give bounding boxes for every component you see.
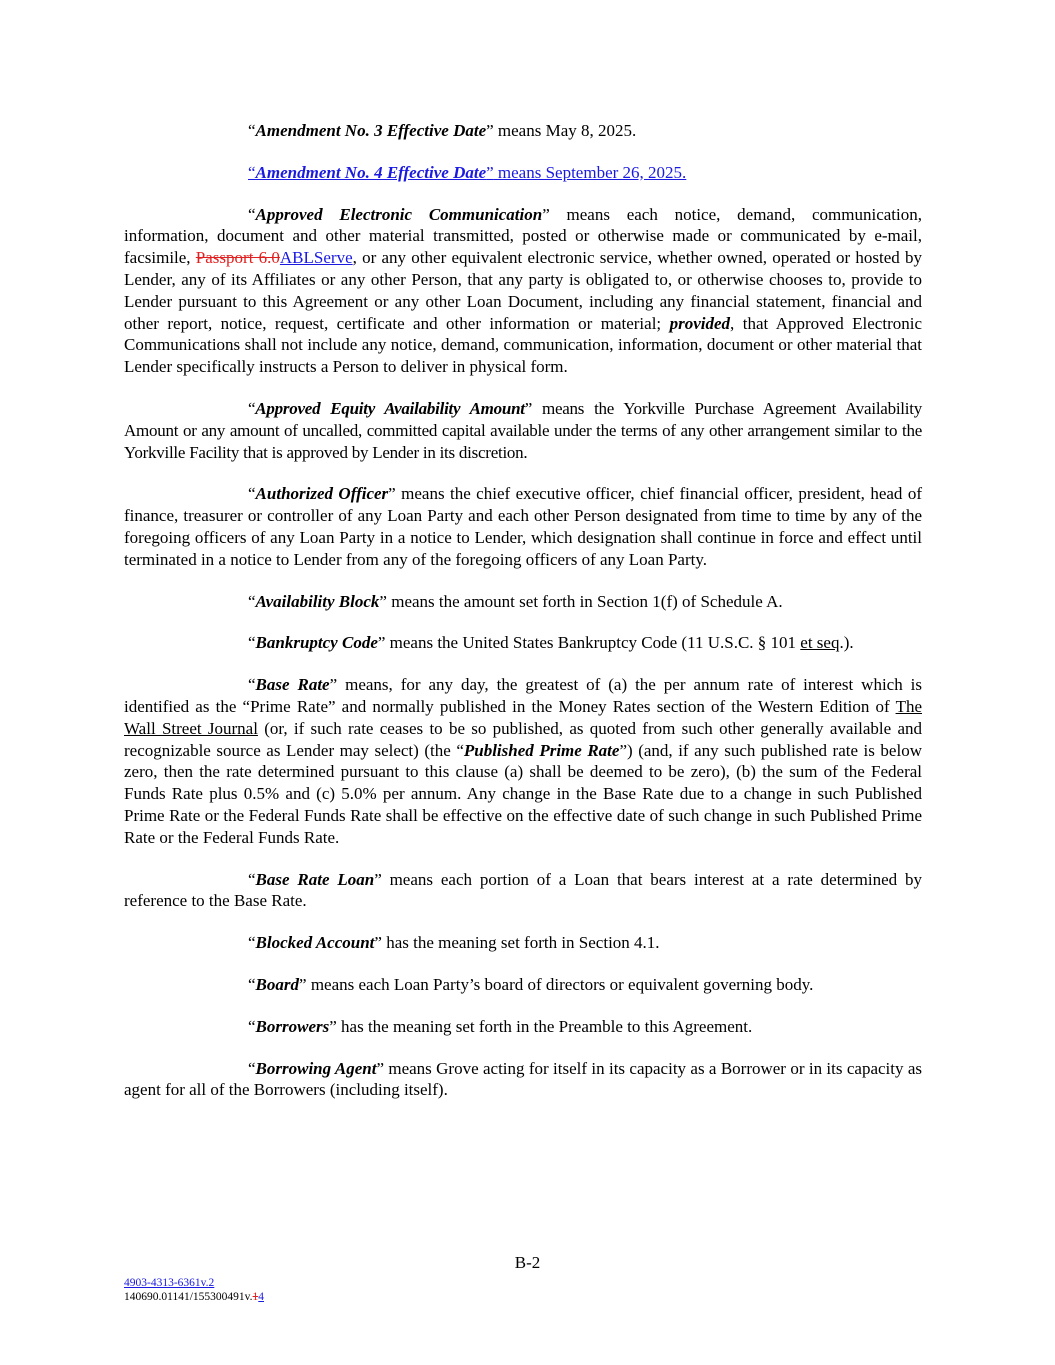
definition-approved-electronic-communication: “Approved Electronic Communication” means each notice, demand, communication, information, document and other material transmitted, posted or otherwise made or communicated by e-mail, facsimile, Passport 6.0ABLServe, or any other equivalent electronic service, whether owned, operated or hosted by Lender, any of its Affiliates or any other Person, that any party is obligated to, or otherwise chooses to, provide to Lender pursuant to this Agreement or any other Loan Document, including any financial statement, financial and other report, notice, request, certificate and other information or material; provided, that Approved Electronic Communications shall not include any notice, demand, communication, information, document or other material that Lender specifically instructs a Person to deliver in physical form. bbox=[124, 204, 923, 377]
defined-term: Borrowers bbox=[255, 1016, 330, 1036]
deleted-text: 1 bbox=[252, 1291, 259, 1303]
defined-term: Borrowing Agent bbox=[255, 1058, 377, 1078]
defined-term: Availability Block bbox=[255, 591, 380, 611]
defined-term: Board bbox=[255, 974, 300, 994]
defined-term: Amendment No. 4 Effective Date bbox=[255, 162, 487, 182]
definition-base-rate-loan: “Base Rate Loan” means each portion of a Loan that bears interest at a rate determined by reference to the Base Rate. bbox=[124, 869, 922, 911]
defined-term: Approved Electronic Communication bbox=[255, 204, 543, 224]
inserted-text: 4 bbox=[258, 1291, 265, 1303]
defined-term: Published Prime Rate bbox=[463, 740, 620, 760]
deleted-text: Passport 6.0 bbox=[195, 248, 280, 268]
defined-term: Approved Equity Availability Amount bbox=[255, 398, 525, 418]
definition-base-rate: “Base Rate” means, for any day, the greatest of (a) the per annum rate of interest which is identified as the “Prime Rate” and normally published in the Money Rates section of the Western Edition of The Wall Street Journal (or, if such rate ceases to be so published, as quoted from such other generally available and recognizable source as Lender may select) (the “Published Prime Rate”) (and, if any such published rate is below zero, then the rate determined pursuant to this clause (a) shall be deemed to be zero), (b) the sum of the Federal Funds Rate plus 0.5% and (c) 5.0% per annum. Any change in the Base Rate due to a change in such Published Prime Rate or the Federal Funds Rate shall be effective on the effective date of such change in such Published Prime Rate or the Federal Funds Rate. bbox=[124, 675, 923, 847]
defined-term: Bankruptcy Code bbox=[255, 633, 378, 653]
inserted-text: ABLServe bbox=[279, 248, 353, 268]
definition-borrowing-agent: “Borrowing Agent” means Grove acting for itself in its capacity as a Borrower or in its capacity as agent for all of the Borrowers (including itself). bbox=[124, 1058, 922, 1100]
definition-amendment-4-inserted: “Amendment No. 4 Effective Date” means September 26, 2025. bbox=[248, 162, 687, 182]
definition-approved-equity-availability-amount: “Approved Equity Availability Amount” means the Yorkville Purchase Agreement Availability Amount or any amount of uncalled, committed capital available under the terms of any other arrangement similar to the Yorkville Facility that is approved by Lender in its discretion. bbox=[124, 398, 922, 462]
defined-term: Base Rate bbox=[255, 675, 330, 695]
defined-term: Amendment No. 3 Effective Date bbox=[255, 121, 487, 140]
definition-board: “Board” means each Loan Party’s board of directors or equivalent governing body. bbox=[248, 974, 814, 994]
definition-blocked-account: “Blocked Account” has the meaning set forth in Section 4.1. bbox=[248, 933, 660, 953]
definition-amendment-3: “Amendment No. 3 Effective Date” means May 8, 2025. bbox=[248, 121, 637, 140]
underlined-text: et seq bbox=[800, 633, 840, 653]
definition-authorized-officer: “Authorized Officer” means the chief executive officer, chief financial officer, president, head of finance, treasurer or controller of any Loan Party and each other Person designated from time to time by any of the foregoing officers of any Loan Party in a notice to Lender, which designation shall continue in force and effect until terminated in a notice to Lender from any of the foregoing officers of any Loan Party. bbox=[124, 484, 922, 569]
journal-title: The Wall Street Journal bbox=[124, 696, 922, 738]
page-number: B-2 bbox=[514, 1253, 541, 1272]
document-body bbox=[124, 120, 922, 1101]
definition-bankruptcy-code: “Bankruptcy Code” means the United States Bankruptcy Code (11 U.S.C. § 101 et seq.). bbox=[248, 633, 854, 653]
defined-term: Authorized Officer bbox=[255, 484, 389, 504]
footer-doc-id: 140690.01141/155300491v.14 bbox=[124, 1291, 265, 1303]
provided-term: provided bbox=[669, 313, 731, 333]
document-footer bbox=[124, 1276, 264, 1304]
footer-doc-id-inserted: 4903-4313-6361v.2 bbox=[124, 1277, 215, 1289]
definition-availability-block: “Availability Block” means the amount set forth in Section 1(f) of Schedule A. bbox=[248, 591, 783, 611]
defined-term: Base Rate Loan bbox=[255, 869, 375, 889]
definition-borrowers: “Borrowers” has the meaning set forth in the Preamble to this Agreement. bbox=[248, 1016, 753, 1036]
defined-term: Blocked Account bbox=[255, 933, 375, 953]
